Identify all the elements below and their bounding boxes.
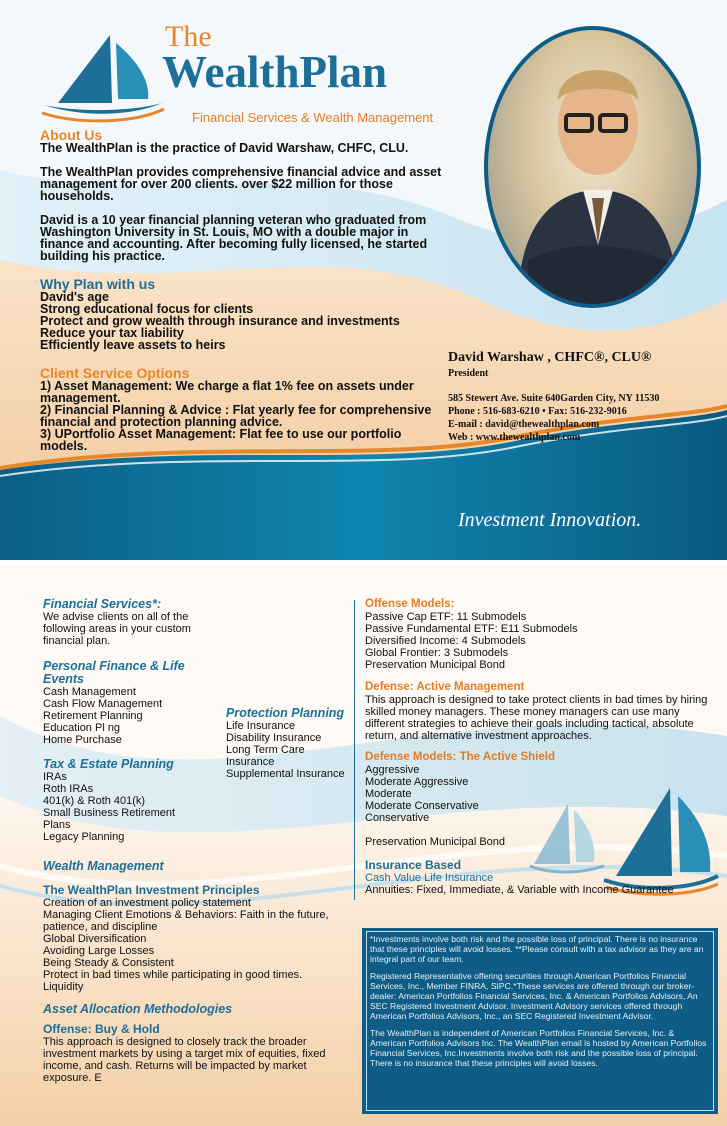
offense-heading: Offense: Buy & Hold xyxy=(43,1022,160,1036)
about-line-1: The WealthPlan is the practice of David Warshaw, CHFC, CLU. xyxy=(40,141,409,155)
list-item: Home Purchase xyxy=(43,734,122,746)
column-divider xyxy=(354,600,355,900)
protection-heading: Protection Planning xyxy=(226,706,345,720)
list-item: Diversified Income: 4 Submodels xyxy=(365,635,526,647)
defense-heading: Defense: Active Management xyxy=(365,681,525,693)
insurance-subheading: Cash Value Life Insurance xyxy=(365,872,494,884)
disclaimer-paragraph: The WealthPlan is independent of American Portfolios Financial Services, Inc. & American Portfolios Advisors Inc. The WealthPlan email is hosted by American Portfolios Financial Services, Inc.Investments involve both risk and the possible loss of principal. There is no insurance that these principles will avoid losses. xyxy=(370,1028,707,1068)
front-panel xyxy=(0,0,727,560)
portrait-photo xyxy=(484,26,701,308)
protection-section xyxy=(226,707,351,780)
contact-email[interactable]: E-mail : david@thewealthplan.com xyxy=(448,419,600,430)
list-item: Global Frontier: 3 Submodels xyxy=(365,647,509,659)
list-item: Conservative xyxy=(365,812,430,824)
financial-services-text: We advise clients on all of the following areas in your custom financial plan. xyxy=(43,611,191,647)
why-plan-item: Efficiently leave assets to heirs xyxy=(40,338,226,352)
offense-text: This approach is designed to closely track the broader investment markets by using a target mix of equities, fixed income, and cash. Returns will be impacted by market exposure. E xyxy=(43,1036,326,1084)
contact-name: David Warshaw , CHFC®, CLU® xyxy=(448,350,652,365)
about-heading: About Us xyxy=(40,127,103,143)
defense-models-heading: Defense Models: The Active Shield xyxy=(365,751,556,763)
list-item: Legacy Planning xyxy=(43,831,125,843)
why-plan-item: Reduce your tax liability xyxy=(40,326,184,340)
list-item: 401(k) & Roth 401(k) xyxy=(43,795,146,807)
logo-subtitle: Financial Services & Wealth Management xyxy=(192,110,434,125)
list-item: Being Steady & Consistent xyxy=(43,957,174,969)
contact-web[interactable]: Web : www.thewealthplan.com xyxy=(448,432,581,443)
financial-services-section xyxy=(43,598,203,647)
list-item: Preservation Municipal Bond xyxy=(365,659,506,671)
list-item: Life Insurance xyxy=(226,720,296,732)
wealth-management-section xyxy=(43,860,343,1084)
client-service-heading: Client Service Options xyxy=(40,365,190,381)
why-plan-item: Strong educational focus for clients xyxy=(40,302,254,316)
about-line-2: The WealthPlan provides comprehensive financial advice and asset management for over 200 clients. over $22 million for those households. xyxy=(40,165,442,203)
insurance-heading: Insurance Based xyxy=(365,858,462,872)
about-section xyxy=(40,128,450,262)
logo-the: The xyxy=(165,20,212,53)
tax-estate-heading: Tax & Estate Planning xyxy=(43,757,174,771)
disclaimer-border xyxy=(366,931,714,1111)
list-item: Roth IRAs xyxy=(43,783,94,795)
why-plan-heading: Why Plan with us xyxy=(40,276,156,292)
list-item: Avoiding Large Losses xyxy=(43,945,155,957)
offense-models-section xyxy=(365,598,715,896)
list-item: Creation of an investment policy statement xyxy=(43,897,251,909)
list-item: Passive Fundamental ETF: E11 Submodels xyxy=(365,623,578,635)
tagline: Investment Innovation. xyxy=(458,509,642,531)
list-item: Long Term Care Insurance xyxy=(226,744,305,768)
client-service-item: 1) Asset Management: We charge a flat 1% fee on assets under management. xyxy=(40,379,414,405)
why-plan-section xyxy=(40,277,450,351)
list-item: IRAs xyxy=(43,771,67,783)
personal-finance-heading: Personal Finance & Life Events xyxy=(43,659,185,686)
contact-block xyxy=(448,350,718,443)
contact-title: President xyxy=(448,368,489,379)
list-item: Education Pl ng xyxy=(43,722,121,734)
sailboat-icon xyxy=(40,33,165,123)
financial-services-heading: Financial Services*: xyxy=(43,597,162,611)
list-item: Supplemental Insurance xyxy=(226,768,345,780)
list-item: Retirement Planning xyxy=(43,710,143,722)
insurance-text: Annuities: Fixed, Immediate, & Variable with Income Guarantee xyxy=(365,884,674,896)
list-item: Liquidity xyxy=(43,981,84,993)
list-item: Aggressive xyxy=(365,764,420,776)
list-item: Managing Client Emotions & Behaviors: Faith in the future, patience, and discipline xyxy=(43,909,329,933)
list-item: Moderate Conservative xyxy=(365,800,479,812)
client-service-item: 2) Financial Planning & Advice : Flat yearly fee for comprehensive financial and protection planning advice. xyxy=(40,403,432,429)
client-service-section xyxy=(40,366,450,452)
disclaimer-paragraph: Registered Representative offering securities through American Portfolios Financial Services, Inc., Member FINRA, SIPC.*These services are offered through our broker-dealer: American Portfolios Financial Services, Inc. & American Portfolios Advisors, An SEC Registered Investment Advisor. Investment Advisory services offered through American Portfolios Advisors, Inc., an SEC Registered Investment Advisor. xyxy=(370,971,698,1021)
list-item: Moderate xyxy=(365,788,412,800)
list-item: Cash Management xyxy=(43,686,136,698)
logo-name: WealthPlan xyxy=(162,47,388,97)
wealth-management-heading: Wealth Management xyxy=(43,859,164,873)
disclaimer-box xyxy=(362,928,718,1114)
list-item: Global Diversification xyxy=(43,933,147,945)
list-item: Moderate Aggressive xyxy=(365,776,469,788)
allocation-heading: Asset Allocation Methodologies xyxy=(43,1002,233,1016)
contact-address: 585 Stewert Ave. Suite 640Garden City, NY 11530 xyxy=(448,393,660,404)
personal-finance-section xyxy=(43,660,218,746)
list-item: Disability Insurance xyxy=(226,732,322,744)
client-service-item: 3) UPortfolio Asset Management: Flat fee to use our portfolio models. xyxy=(40,427,402,453)
list-item: Small Business Retirement Plans xyxy=(43,807,176,831)
defense-text: This approach is designed to take protect clients in bad times by hiring skilled money managers. These money managers can use many different strategies to achieve their goals including tactical, absolute return, and alternative investment approaches. xyxy=(365,694,708,742)
why-plan-item: Protect and grow wealth through insurance and investments xyxy=(40,314,400,328)
person-icon xyxy=(488,30,697,304)
principles-heading: The WealthPlan Investment Principles xyxy=(43,883,260,897)
list-item: Preservation Municipal Bond xyxy=(365,836,506,848)
contact-phone: Phone : 516-683-6210 • Fax: 516-232-9016 xyxy=(448,406,627,417)
list-item: Passive Cap ETF: 11 Submodels xyxy=(365,611,527,623)
why-plan-item: David's age xyxy=(40,290,109,304)
list-item: Protect in bad times while participating in good times. xyxy=(43,969,303,981)
offense-models-heading: Offense Models: xyxy=(365,598,455,610)
logo xyxy=(40,18,460,128)
tax-estate-section xyxy=(43,758,193,843)
list-item: Cash Flow Management xyxy=(43,698,163,710)
about-line-3: David is a 10 year financial planning veteran who graduated from Washington University in St. Louis, MO with a double major in finance and accounting. After becoming fully licensed, he started building his practice. xyxy=(40,213,428,263)
disclaimer-paragraph: *Investments involve both risk and the possible loss of principal. There is no insurance that these principles will avoid losses. **Please consult with a tax advisor as they are an integral part of our team. xyxy=(370,934,704,964)
